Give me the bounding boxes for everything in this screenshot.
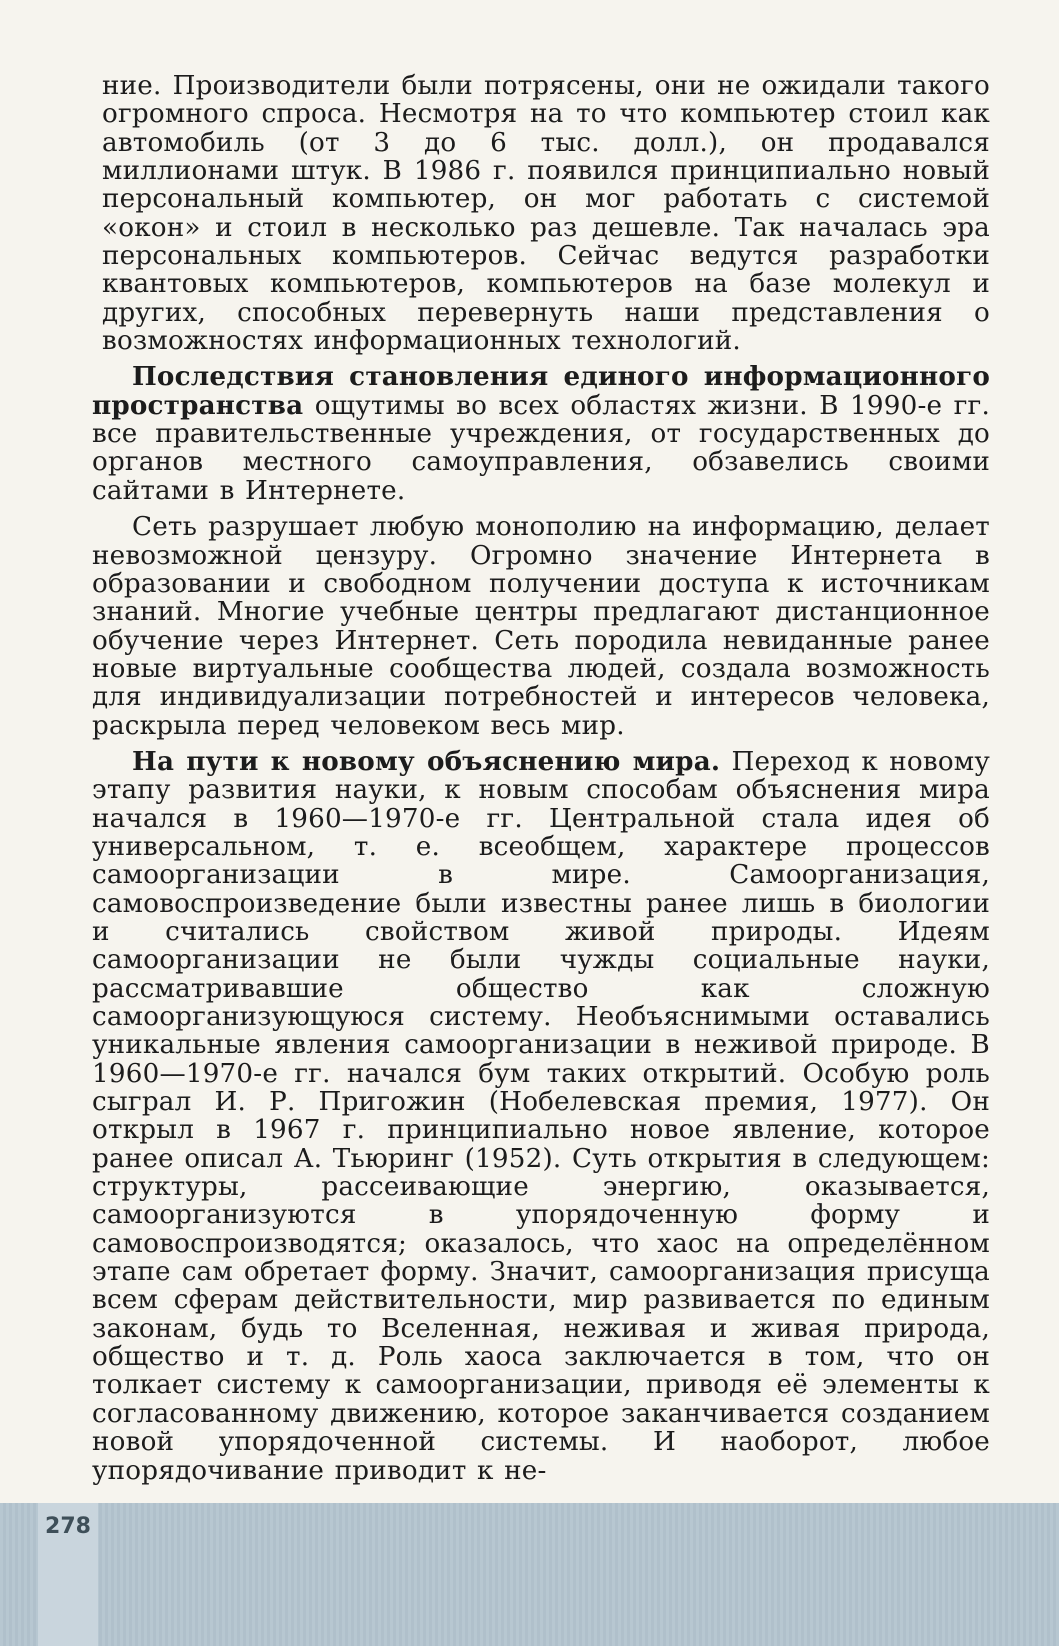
paragraph-2 — [92, 363, 990, 505]
paragraph-1 — [92, 72, 990, 355]
paragraph-2-heading: Последствия становления единого информационного пространства — [92, 361, 990, 421]
footer-band — [0, 1503, 1059, 1646]
body-text — [92, 72, 990, 1489]
paragraph-3-text: Сеть разрушает любую монополию на информацию, делает невозможной цензуру. Огромно значение Интернета в образовании и свободном получении доступа к источникам знаний. Многие учебные центры предлагают дистанционное обучение через Интернет. Сеть породила невиданные ранее новые виртуальные сообщества людей, создала возможность для индивидуализации потребностей и интересов человека, раскрыла перед человеком весь мир. — [92, 512, 990, 741]
paragraph-4-heading: На пути к новому объяснению мира. — [132, 745, 721, 777]
paragraph-2-text: ощутимы во всех областях жизни. В 1990-е гг. все правительственные учреждения, от государственных до органов местного самоуправления, обзавелись своими сайтами в Интернете. — [92, 390, 990, 506]
paragraph-4 — [92, 745, 990, 1486]
page-number: 278 — [45, 1514, 91, 1539]
paragraph-3 — [92, 513, 990, 740]
paragraph-1-text: ние. Производители были потрясены, они не ожидали такого огромного спроса. Несмотря на то что компьютер стоил как автомобиль (от 3 до 6 тыс. долл.), он продавался миллионами штук. В 1986 г. появился принципиально новый персональный компьютер, он мог работать с системой «окон» и стоил в несколько раз дешевле. Так началась эра персональных компьютеров. Сейчас ведутся разработки квантовых компьютеров, компьютеров на базе молекул и других, способных перевернуть наши представления о возможностях информационных технологий. — [102, 71, 990, 357]
paragraph-4-text: Переход к новому этапу развития науки, к новым способам объяснения мира начался в 1960—1970-е гг. Центральной стала идея об универсальном, т. е. всеобщем, характере процессов самоорганизации в мире. Самоорганизация, самовоспроизведение были известны ранее лишь в биологии и считались свойством живой природы. Идеям самоорганизации не были чужды социальные науки, рассматривавшие общество как сложную самоорганизующуюся систему. Необъяснимыми оставались уникальные явления самоорганизации в неживой природе. В 1960—1970-е гг. начался бум таких открытий. Особую роль сыграл И. Р. Пригожин (Нобелевская премия, 1977). Он открыл в 1967 г. принципиально новое явление, которое ранее описал А. Тьюринг (1952). Суть открытия в следующем: структуры, рассеивающие энергию, оказывается, самоорганизуются в упорядоченную форму и самовоспроизводятся; оказалось, что хаос на определённом этапе сам обретает форму. Значит, самоорганизация присуща всем сферам действительности, мир развивается по единым законам, будь то Вселенная, неживая и живая природа, общество и т. д. Роль хаоса заключается в том, что он толкает систему к самоорганизации, приводя её элементы к согласованному движению, которое заканчивается созданием новой упорядоченной системы. И наоборот, любое упорядочивание приводит к не- — [92, 746, 990, 1486]
